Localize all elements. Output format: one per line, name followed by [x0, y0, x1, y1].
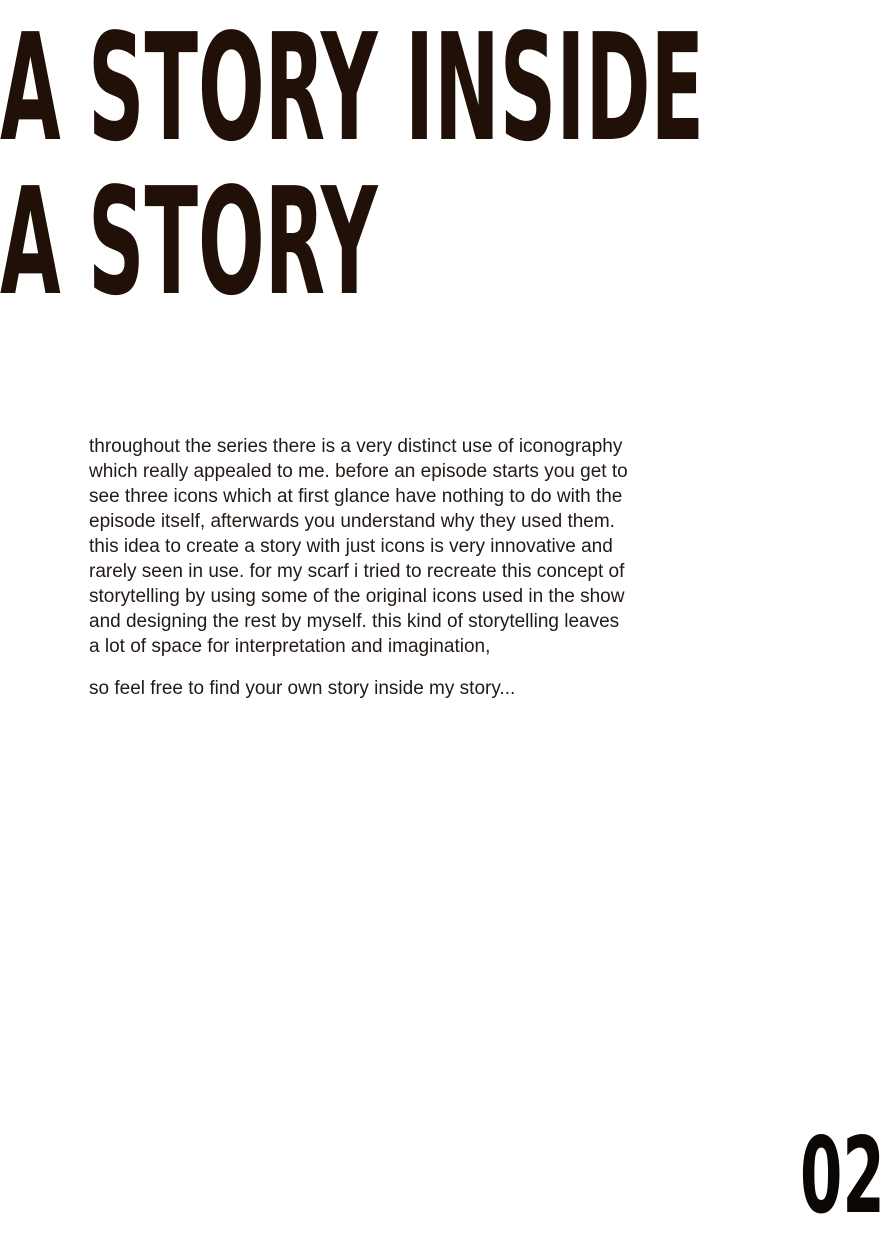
- title-line-1: A STORY INSIDE: [0, 2, 705, 174]
- page-number: 02: [800, 1115, 885, 1237]
- title-line-2: A STORY: [0, 156, 378, 328]
- body-text: [89, 434, 634, 701]
- body-paragraph: throughout the series there is a very distinct use of iconography which really appealed to me. before an episode starts you get to see three icons which at first glance have nothing to do with the episode itself, afterwards you understand why they used them. this idea to create a story with just icons is very innovative and rarely seen in use. for my scarf i tried to recreate this concept of storytelling by using some of the original icons used in the show and designing the rest by myself. this kind of storytelling leaves a lot of space for interpretation and imagination,: [89, 436, 628, 657]
- closing-paragraph: so feel free to find your own story inside my story...: [89, 678, 516, 699]
- page-title: [0, 0, 875, 328]
